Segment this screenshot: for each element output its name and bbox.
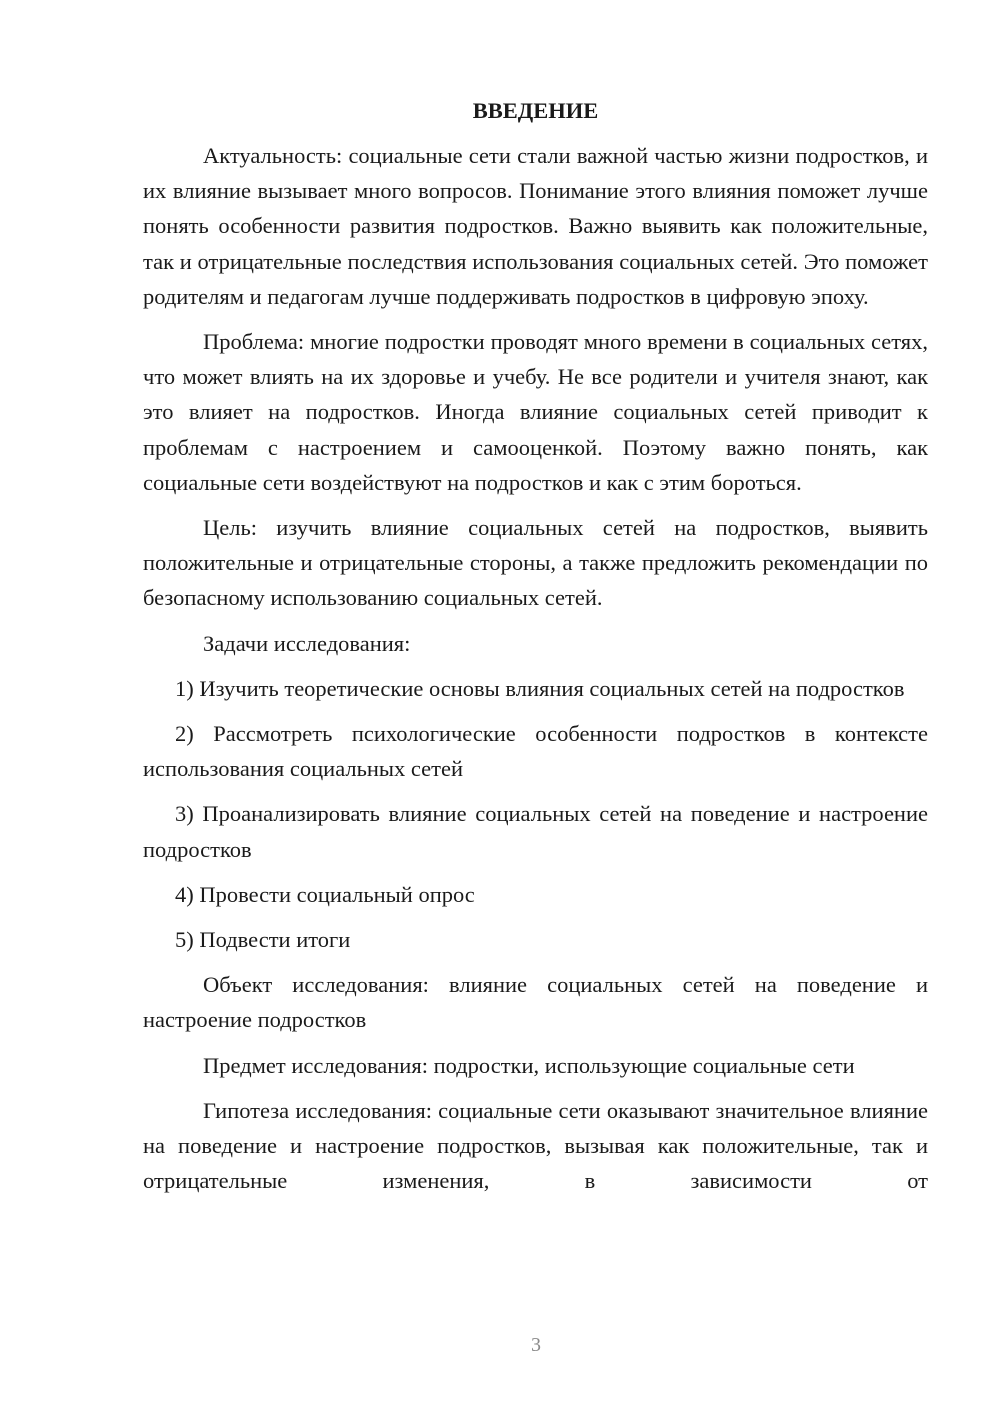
task-item-5: 5) Подвести итоги bbox=[175, 927, 351, 953]
task-item-3: 3) Проанализировать влияние социальных сетей на поведение и настроение подростков bbox=[143, 801, 928, 862]
paragraph-subject: Предмет исследования: подростки, использующие социальные сети bbox=[203, 1052, 855, 1078]
task-item-4: 4) Провести социальный опрос bbox=[175, 881, 475, 907]
task-item-2: 2) Рассмотреть психологические особенности подростков в контексте использования социальных сетей bbox=[143, 721, 928, 782]
paragraph-object: Объект исследования: влияние социальных сетей на поведение и настроение подростков bbox=[143, 972, 928, 1033]
task-item-1: 1) Изучить теоретические основы влияния социальных сетей на подростков bbox=[175, 675, 905, 701]
tasks-heading: Задачи исследования: bbox=[203, 630, 411, 656]
paragraph-relevance: Актуальность: социальные сети стали важной частью жизни подростков, и их влияние вызывает много вопросов. Понимание этого влияния поможет лучше понять особенности развития подростков. Важно выявить как положительные, так и отрицательные последствия использования социальных сетей. Это поможет родителям и педагогам лучше поддерживать подростков в цифровую эпоху. bbox=[143, 143, 928, 309]
paragraph-problem: Проблема: многие подростки проводят много времени в социальных сетях, что может влиять на их здоровье и учебу. Не все родители и учителя знают, как это влияет на подростков. Иногда влияние социальных сетей приводит к проблемам с настроением и самооценкой. Поэтому важно понять, как социальные сети воздействуют на подростков и как с этим бороться. bbox=[143, 329, 928, 495]
paragraph-hypothesis: Гипотеза исследования: социальные сети оказывают значительное влияние на поведение и настроение подростков, вызывая как положительные, так и отрицательные изменения, в зависимости от bbox=[143, 1097, 928, 1194]
page-title: ВВЕДЕНИЕ bbox=[472, 98, 599, 123]
page-body bbox=[143, 94, 928, 1208]
paragraph-goal: Цель: изучить влияние социальных сетей на подростков, выявить положительные и отрицательные стороны, а также предложить рекомендации по безопасному использованию социальных сетей. bbox=[143, 515, 928, 611]
page-number: 3 bbox=[531, 1334, 541, 1356]
